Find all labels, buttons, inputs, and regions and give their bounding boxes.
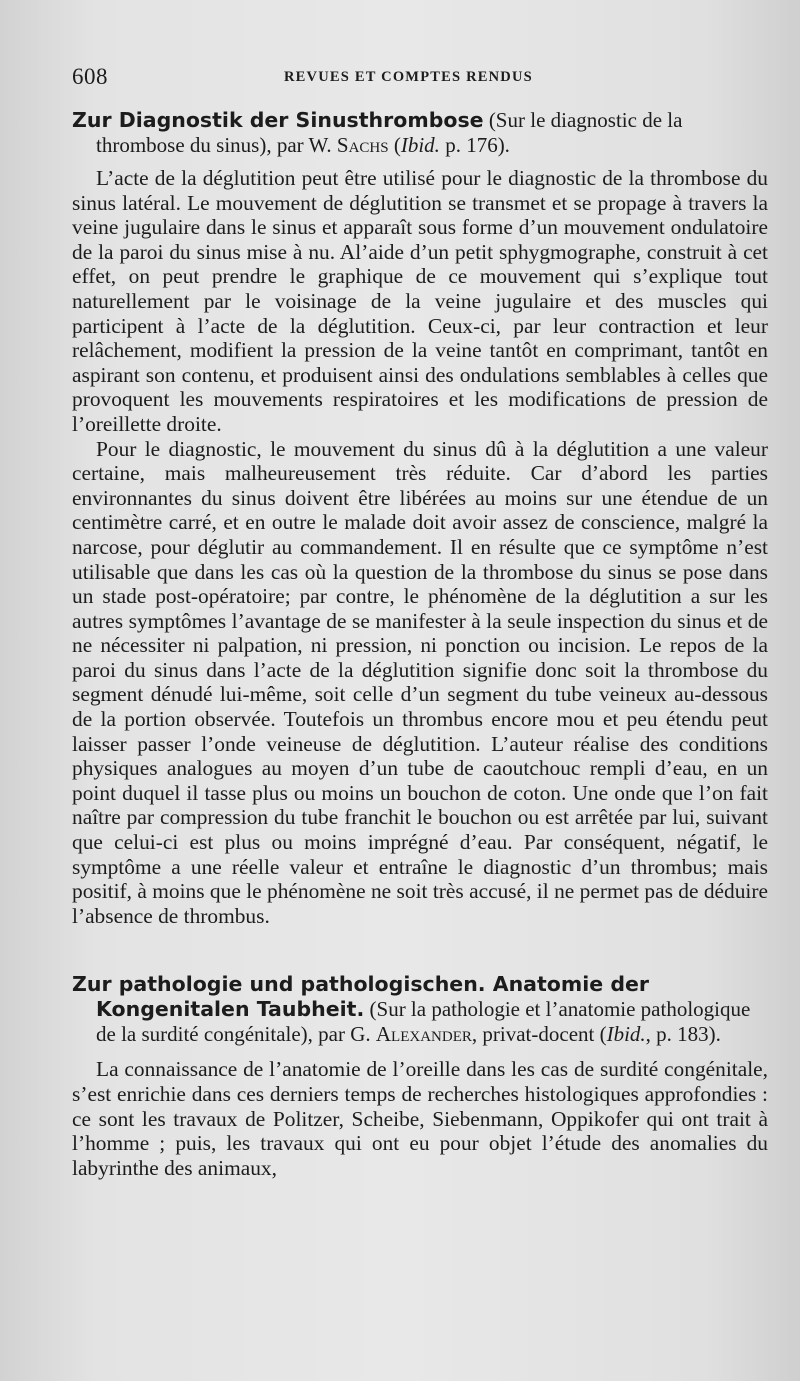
article-2-ibid: Ibid.	[606, 1022, 646, 1047]
article-2-title: Zur pathologie und pathologischen. Anatomie der Kongenitalen Taubheit.	[72, 972, 650, 1022]
running-header	[72, 64, 760, 94]
article-2-subtitle-pre: (Sur la pathologie et l’anatomie pathologique de la surdité congénitale), par G.	[96, 997, 751, 1047]
article-2-heading	[72, 972, 768, 1047]
article-1-author: Sachs	[336, 133, 389, 157]
article-2-subtitle-mid: , privat-docent (	[471, 1022, 607, 1047]
article-2-paragraph-1: La connaissance de l’anatomie de l’oreille dans les cas de surdité congénitale, s’est enrichie dans ces derniers temps de recherches histologiques approfondies : ce sont les travaux de Politzer, Scheibe, Siebenmann, Oppikofer qui ont trait à l’homme ; puis, les travaux qui ont eu pour objet l’étude des anomalies du labyrinthe des animaux,	[72, 1057, 768, 1180]
article-1-heading: Zur Diagnostik der Sinusthrombose (Sur le diagnostic de la thrombose du sinus), par W. Sachs (Ibid. p. 176).	[72, 108, 683, 157]
article-2-author: Alexander	[375, 1022, 472, 1047]
page-number: 608	[72, 64, 108, 89]
article-1-subtitle-post: p. 176).	[439, 133, 510, 157]
article-1-subtitle-pre: (Sur le diagnostic de la thrombose du sinus), par W.	[96, 108, 683, 157]
page-content	[72, 108, 768, 1180]
article-1-ibid: Ibid.	[400, 133, 440, 157]
article-2-subtitle-post: , p. 183).	[645, 1022, 721, 1047]
article-1-paragraph-2: Pour le diagnostic, le mouvement du sinus dû à la déglutition a une valeur certaine, mais malheureusement très réduite. Car d’abord les parties environnantes du sinus doivent être libérées au moins sur une étendue de un centimètre carré, et en outre le malade doit avoir assez de conscience, malgré la narcose, pour déglutir au commandement. Il en résulte que ce symptôme n’est utilisable que dans les cas où la question de la thrombose du sinus se pose dans un stade post-opératoire; par contre, le phénomène de la déglutition a sur les autres symptômes l’avantage de se manifester à la seule inspection du sinus et de ne nécessiter ni palpation, ni pression, ni ponction ou incision. Le repos de la paroi du sinus dans l’acte de la déglutition signifie donc soit la thrombose du segment dénudé lui-même, soit celle d’un segment du tube veineux au-dessous de la portion observée. Toutefois un thrombus encore mou et peu étendu peut laisser passer l’onde veineuse de déglutition. L’auteur réalise des conditions physiques analogues au moyen d’un tube de caoutchouc rempli d’eau, en un point duquel il tasse plus ou moins un bouchon de coton. Une onde que l’on fait naître par compression du tube franchit le bouchon ou est arrêtée par lui, suivant que celui-ci est plus ou moins imprégné d’eau. Par conséquent, négatif, le symptôme a une réelle valeur et entraîne le diagnostic d’un thrombus; mais positif, à moins que le phénomène ne soit très accusé, il ne permet pas de déduire l’absence de thrombus.	[72, 436, 768, 928]
article-1-title: Zur Diagnostik der Sinusthrombose	[72, 108, 484, 132]
running-title: REVUES ET COMPTES RENDUS	[284, 69, 533, 85]
article-1-paragraph-1: L’acte de la déglutition peut être utilisé pour le diagnostic de la thrombose du sinus latéral. Le mouvement de déglutition se transmet et se propage à travers la veine jugulaire dans le sinus et apparaît sous forme d’un mouvement ondulatoire de la paroi du sinus mise à nu. Al’aide d’un petit sphygmographe, construit à cet effet, on peut prendre le graphique de ce mouvement qui s’explique tout naturellement par le voisinage de la veine jugulaire et des muscles qui participent à l’acte de la déglutition. Ceux-ci, par leur contraction et leur relâchement, modifient la pression de la veine tantôt en comprimant, tantôt en aspirant son contenu, et produisent ainsi des ondulations semblables à celles que provoquent les mouvements respiratoires et les modifications de pression de l’oreillette droite.	[72, 166, 768, 436]
